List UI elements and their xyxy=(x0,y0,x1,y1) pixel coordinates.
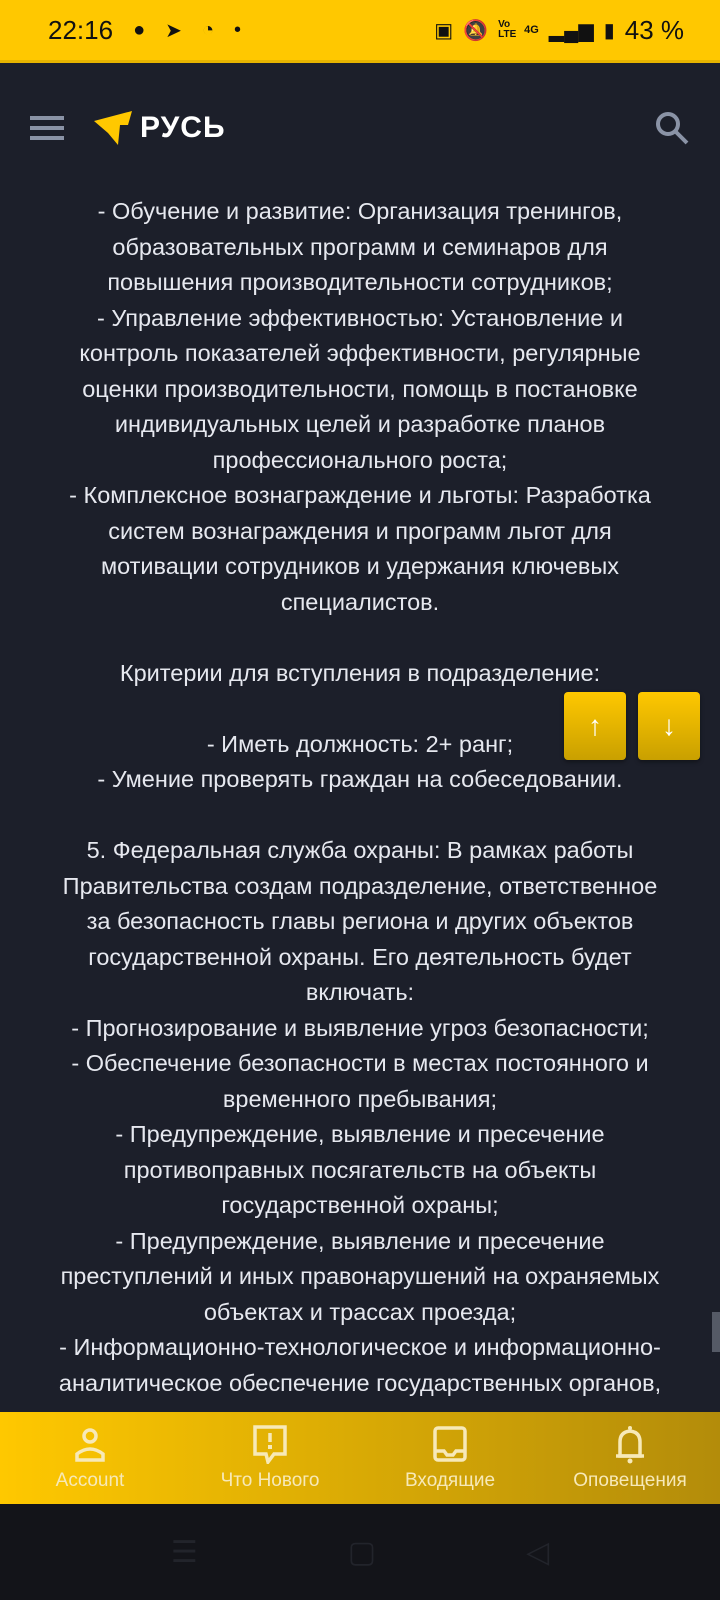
app-header xyxy=(0,63,720,193)
text-line: оценки производительности, помощь в постановке xyxy=(82,375,638,402)
text-line: повышения производительности сотрудников; xyxy=(107,269,613,295)
nav-label: Account xyxy=(55,1470,125,1491)
text-line: - Иметь должность: 2+ ранг; xyxy=(206,730,514,757)
text-line: систем вознаграждения и программ льгот для xyxy=(108,517,612,544)
text-line: индивидуальных целей и разработке планов xyxy=(114,411,606,437)
text-line: временного пребывания; xyxy=(222,1085,498,1112)
text-line: мотивации сотрудников и удержания ключевых xyxy=(100,553,620,579)
chat-icon: ● xyxy=(133,18,146,41)
menu-icon[interactable] xyxy=(30,116,64,140)
nav-account[interactable] xyxy=(0,1412,180,1504)
nav-label: Входящие xyxy=(404,1470,496,1491)
text-line: за безопасность главы региона и других объектов xyxy=(86,908,634,934)
scroll-down-button[interactable]: ↓ xyxy=(638,692,700,760)
text-line: - Обучение и развитие: Организация тренингов, xyxy=(97,198,623,224)
text-line: специалистов. xyxy=(280,588,440,615)
text-line: - Управление эффективностью: Установление и xyxy=(97,304,623,331)
text-line: преступлений и иных правонарушений на охраняемых xyxy=(60,1263,660,1289)
text-line: объектах и трассах проезда; xyxy=(203,1298,517,1325)
text-line: - Предупреждение, выявление и пресечение xyxy=(115,1121,605,1147)
text-line: - Умение проверять граждан на собеседовании. xyxy=(97,766,623,792)
text-line: Правительства создам подразделение, ответственное xyxy=(62,872,658,899)
text-line: контроль показателей эффективности, регулярные xyxy=(79,340,641,366)
status-bar xyxy=(0,0,720,63)
text-line: противоправных посягательств на объекты xyxy=(123,1156,597,1183)
inbox-icon xyxy=(430,1424,470,1464)
text-line: профессионального роста; xyxy=(212,446,508,473)
alert-message-icon xyxy=(250,1424,290,1464)
clock: 22:16 xyxy=(48,14,114,45)
battery-icon: ▮ xyxy=(603,19,615,42)
article-text xyxy=(0,194,720,1401)
rss-icon: ◔ xyxy=(201,18,215,41)
logo-mark-icon xyxy=(94,111,134,145)
back-icon[interactable]: ◁ xyxy=(526,1535,550,1569)
scrollbar[interactable] xyxy=(712,1312,720,1352)
nav-notifications[interactable] xyxy=(540,1412,720,1504)
user-icon xyxy=(70,1424,110,1464)
text-line: образовательных программ и семинаров для xyxy=(112,233,608,260)
text-line: Критерии для вступления в подразделение: xyxy=(119,659,601,686)
dot-icon: • xyxy=(234,18,242,41)
network-type: 4G xyxy=(524,24,539,36)
text-line: - Обеспечение безопасности в местах постоянного и xyxy=(71,1050,649,1076)
nav-whats-new[interactable] xyxy=(180,1412,360,1504)
text-line: включать: xyxy=(305,979,415,1005)
scroll-up-button[interactable]: ↑ xyxy=(564,692,626,760)
bell-muted-icon: 🔕 xyxy=(463,19,489,42)
recents-icon[interactable]: ☰ xyxy=(170,1535,198,1569)
text-line: аналитическое обеспечение государственных органов, xyxy=(58,1369,662,1396)
nav-label: Оповещения xyxy=(573,1470,687,1491)
signal-icon: ▂▄▆ xyxy=(548,19,594,42)
text-line: государственной охраны. Его деятельность будет xyxy=(88,943,632,970)
telegram-icon: ➤ xyxy=(165,19,182,42)
text-line xyxy=(0,620,720,656)
bottom-nav xyxy=(0,1412,720,1504)
bell-icon xyxy=(610,1424,650,1464)
battery-level: 43 % xyxy=(624,14,684,45)
text-line: - Комплексное вознаграждение и льготы: Разработка xyxy=(69,482,651,508)
text-line: 5. Федеральная служба охраны: В рамках работы xyxy=(86,837,634,863)
text-line: - Предупреждение, выявление и пресечение xyxy=(115,1227,605,1254)
system-nav-bar xyxy=(0,1504,720,1600)
home-icon[interactable]: ▢ xyxy=(347,1535,377,1569)
logo[interactable] xyxy=(94,111,226,145)
search-icon[interactable] xyxy=(654,110,690,146)
text-line: государственной охраны; xyxy=(221,1192,499,1218)
logo-text: РУСЬ xyxy=(140,111,226,144)
text-line: - Прогнозирование и выявление угроз безопасности; xyxy=(71,1014,649,1041)
nav-inbox[interactable] xyxy=(360,1412,540,1504)
text-line: - Информационно-технологическое и информационно- xyxy=(59,1334,661,1360)
nfc-icon: ▣ xyxy=(434,19,454,42)
nav-label: Что Нового xyxy=(220,1470,320,1491)
volte-icon: Vo LTE xyxy=(498,19,517,40)
text-line xyxy=(0,798,720,834)
